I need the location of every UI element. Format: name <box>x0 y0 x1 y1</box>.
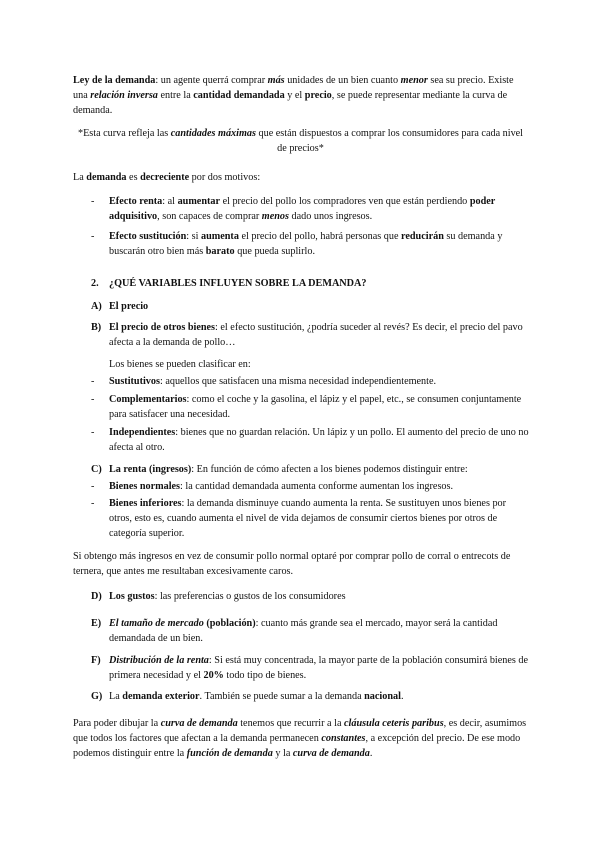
emph: poder adquisitivo <box>109 196 496 222</box>
emph: aumentar <box>177 196 221 207</box>
bullet-marker: - <box>91 376 95 387</box>
item-text <box>109 462 531 477</box>
text: unidades de un bien cuanto <box>284 75 401 86</box>
item-text <box>109 653 531 683</box>
text: *Esta curva refleja las <box>77 128 171 139</box>
text: el precio del pollo los compradores ven que están perdiendo <box>220 196 470 207</box>
text: tenemos que recurrir a la <box>237 718 345 729</box>
emph: Bienes inferiores <box>109 498 182 509</box>
item-label: D) <box>91 591 102 602</box>
law-title: Ley de la demanda <box>73 75 156 86</box>
text: La <box>73 172 87 183</box>
emph: Efecto renta <box>109 196 163 207</box>
emph: más <box>267 75 285 86</box>
emph: cantidad demandada <box>193 90 285 101</box>
item-label: A) <box>91 301 102 312</box>
text: : las preferencias o gustos de los consumidores <box>154 591 346 602</box>
text: su demanda y buscarán otro bien más <box>109 231 503 257</box>
emph: El tamaño de mercado <box>109 618 204 629</box>
text: : la cantidad demandada aumenta conforme aumentan los ingresos. <box>180 481 454 492</box>
emph: Efecto sustitución <box>109 231 187 242</box>
emph: Complementarios <box>109 394 187 405</box>
emph: Los gustos <box>109 591 155 602</box>
text: : En función de cómo afecten a los bienes podemos distinguir entre: <box>191 464 468 475</box>
text: . <box>369 748 373 759</box>
bullet-marker: - <box>91 196 95 207</box>
item-text <box>109 320 531 350</box>
emph: El precio de otros bienes <box>109 322 216 333</box>
text: : como el coche y la gasolina, el lápiz y el papel, etc., se consumen conjuntamente para satisfacer una necesidad. <box>109 394 522 420</box>
text: , son capaces de comprar <box>157 211 262 222</box>
emph: nacional <box>364 691 401 702</box>
emph: Bienes normales <box>109 481 181 492</box>
item-label: C) <box>91 464 102 475</box>
emph: La renta (ingresos) <box>109 464 192 475</box>
emph: 20% <box>203 670 224 681</box>
emph: menor <box>400 75 428 86</box>
bullet-text <box>109 479 531 494</box>
text: : Si está muy concentrada, la mayor parte de la población consumirá bienes de primera necesidad y el <box>109 655 529 681</box>
bullet-marker: - <box>91 498 95 509</box>
text: sea su precio. Existe una <box>73 75 514 101</box>
text: . <box>400 691 404 702</box>
emph: curva de demanda <box>292 748 370 759</box>
text: : si <box>186 231 201 242</box>
emph: constantes <box>321 733 366 744</box>
emph: menos <box>261 211 289 222</box>
bullet-marker: - <box>91 394 95 405</box>
emph: demanda <box>86 172 127 183</box>
emph: demanda exterior <box>122 691 200 702</box>
classification-intro: Los bienes se pueden clasificar en: <box>109 359 251 370</box>
item-text <box>109 616 531 646</box>
bullet-text <box>109 194 531 224</box>
emph: función de demanda <box>186 748 273 759</box>
emph: reducirán <box>401 231 444 242</box>
text: . También se puede sumar a la demanda <box>199 691 365 702</box>
text: : aquellos que satisfacen una misma necesidad independientemente. <box>159 376 437 387</box>
text: : el efecto sustitución, ¿podría suceder al revés? Es decir, el precio del pavo afecta a la demanda de pollo… <box>109 322 523 348</box>
text: y el <box>284 90 305 101</box>
decreasing-demand-line <box>73 170 528 185</box>
text: es <box>126 172 141 183</box>
text: todo tipo de bienes. <box>223 670 307 681</box>
text: : bienes que no guardan relación. Un lápiz y un pollo. El aumento del precio de uno no afecta al otro. <box>109 427 529 453</box>
emph: (población) <box>203 618 256 629</box>
bullet-marker: - <box>91 231 95 242</box>
text: , se puede representar mediante la curva de demanda. <box>73 90 508 116</box>
emph: aumenta <box>201 231 239 242</box>
text: el precio del pollo, habrá personas que <box>238 231 402 242</box>
item-text <box>109 689 531 704</box>
text: : cuanto más grande sea el mercado, mayor será la cantidad demandada de un bien. <box>109 618 498 644</box>
item-label: B) <box>91 322 102 333</box>
text: entre la <box>157 90 194 101</box>
text: Para poder dibujar la <box>73 718 161 729</box>
emph: Independientes <box>109 427 176 438</box>
text: , es decir, asumimos que todos los factores que afectan a la demanda permanecen <box>73 718 527 744</box>
item-label: E) <box>91 618 102 629</box>
item-label: F) <box>91 655 101 666</box>
emph: decreciente <box>140 172 190 183</box>
text: que pueda suplirlo. <box>234 246 315 257</box>
bullet-text <box>109 229 531 259</box>
emph: cláusula ceteris paribus <box>344 718 444 729</box>
emph: barato <box>205 246 235 257</box>
text: dado unos ingresos. <box>288 211 373 222</box>
emph: Sustitutivos <box>109 376 160 387</box>
bullet-marker: - <box>91 481 95 492</box>
item-label: G) <box>91 691 103 702</box>
bullet-text <box>109 374 531 389</box>
item-title: El precio <box>109 301 149 312</box>
curve-note <box>73 126 528 156</box>
text: La <box>109 691 123 702</box>
bullet-text <box>109 392 531 422</box>
emph: curva de demanda <box>160 718 238 729</box>
text: y la <box>272 748 293 759</box>
section-number: 2. <box>91 278 99 289</box>
item-text <box>109 589 531 604</box>
bullet-marker: - <box>91 427 95 438</box>
text: : al <box>162 196 178 207</box>
text: : la demanda disminuye cuando aumenta la renta. Se sustituyen unos bienes por otros, esto es, cuando aumenta el nivel de vida dejamos de consumir ciertos bienes por otros de categoría superior. <box>109 498 507 539</box>
emph: precio <box>304 90 332 101</box>
emph: Distribución de la renta <box>109 655 209 666</box>
law-of-demand-paragraph <box>73 73 528 118</box>
bullet-text <box>109 496 531 541</box>
text: : un agente querrá comprar <box>155 75 268 86</box>
emph: relación inversa <box>90 90 158 101</box>
emph: cantidades máximas <box>170 128 256 139</box>
text: que están dispuestos a comprar los consumidores para cada nivel de precios* <box>255 128 524 154</box>
bullet-text <box>109 425 531 455</box>
text: , a excepción del precio. De ese modo podemos distinguir entre la <box>73 733 521 759</box>
closing-paragraph <box>73 716 528 761</box>
section-title: ¿QUÉ VARIABLES INFLUYEN SOBRE LA DEMANDA? <box>109 278 367 289</box>
text: por dos motivos: <box>189 172 261 183</box>
example-paragraph: Si obtengo más ingresos en vez de consumir pollo normal optaré por comprar pollo de corral o entrecots de ternera, que antes me resultaban excesivamente caros. <box>73 551 511 577</box>
